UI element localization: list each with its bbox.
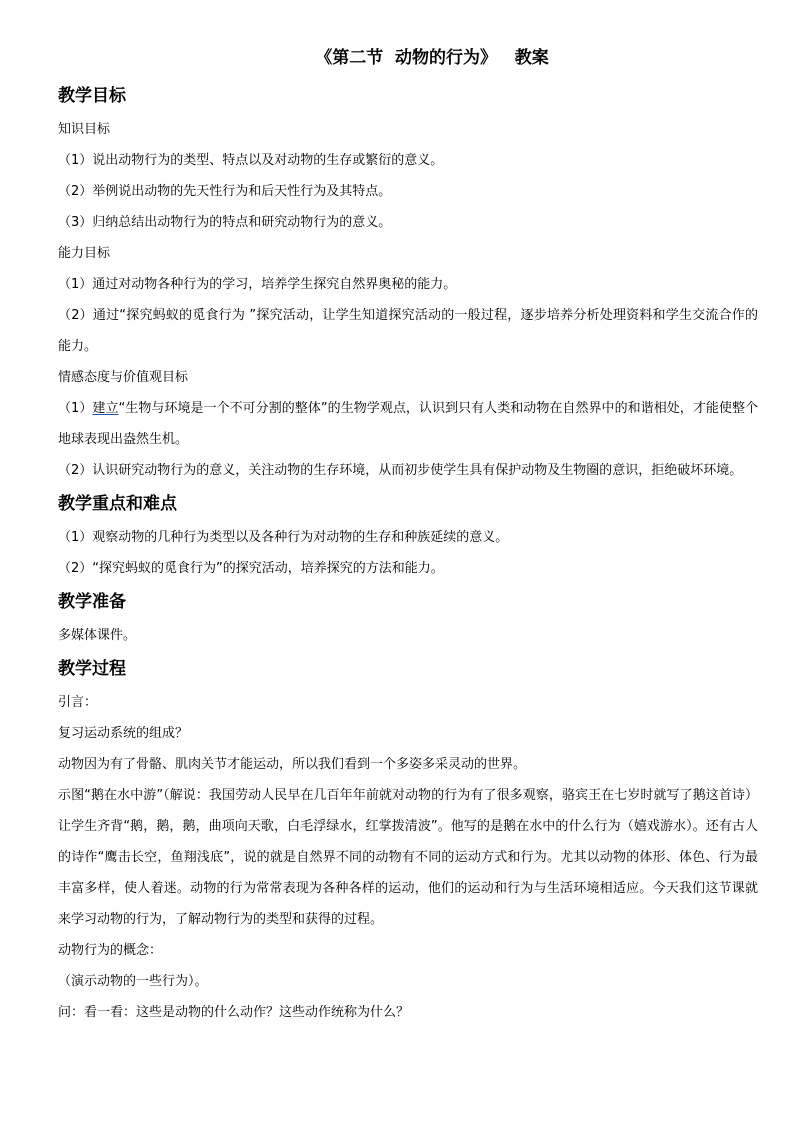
review-question: 复习运动系统的组成？	[58, 726, 189, 741]
question-text: 问：看一看：这些是动物的什么动作？这些动作统称为什么？	[58, 1005, 410, 1020]
emotion-item-1	[58, 393, 758, 455]
document-title: 《第二节 动物的行为》 教案	[315, 48, 549, 68]
knowledge-item-3: （3）归纳总结出动物行为的特点和研究动物行为的意义。	[58, 215, 392, 230]
knowledge-item-1: （1）说出动物行为的类型、特点以及对动物的生存或繁衍的意义。	[58, 153, 444, 168]
heading-teaching-goals: 教学目标	[58, 86, 126, 106]
process-paragraph-1: 动物因为有了骨骼、肌肉关节才能运动，所以我们看到一个多姿多采灵动的世界。	[58, 757, 527, 772]
concept-label: 动物行为的概念：	[58, 943, 163, 958]
label-ability-goals: 能力目标	[58, 246, 111, 261]
process-paragraph-2: 示图“鹅在水中游”（解说：我国劳动人民早在几百年年前就对动物的行为有了很多观察，骆宾王在七岁时就写了鹅这首诗）让学生齐背“鹅，鹅，鹅，曲项向天歌，白毛浮绿水，红掌拨清波”。他写的是鹅在水中的什么行为（嬉戏游水）。还有古人的诗作“鹰击长空，鱼翔浅底”，说的就是自然界不同的动物有不同的运动方式和行为。尤其以动物的体形、体色、行为最丰富多样，使人着迷。动物的行为常常表现为各种各样的运动，他们的运动和行为与生活环境相适应。今天我们这节课就来学习动物的行为，了解动物行为的类型和获得的过程。	[58, 788, 758, 927]
demo-text: （演示动物的一些行为）。	[58, 974, 208, 989]
heading-preparation: 教学准备	[58, 592, 126, 612]
intro-label: 引言：	[58, 695, 98, 710]
emotion-item-2: （2）认识研究动物行为的意义，关注动物的生存环境，从而初步使学生具有保护动物及生物圈的意识，拒绝破坏环境。	[58, 463, 743, 478]
emotion-item-1-underlined: 建立	[92, 401, 119, 416]
label-emotion-goals: 情感态度与价值观目标	[58, 370, 189, 385]
emotion-item-1-prefix: （1）	[58, 401, 93, 416]
knowledge-item-2: （2）举例说出动物的先天性行为和后天性行为及其特点。	[58, 184, 392, 199]
label-knowledge-goals: 知识目标	[58, 122, 111, 137]
ability-item-2: （2）通过“探究蚂蚁的觅食行为 ”探究活动，让学生知道探究活动的一般过程，逐步培养分析处理资料和学生交流合作的能力。	[58, 308, 758, 354]
ability-item-1: （1）通过对动物各种行为的学习，培养学生探究自然界奥秘的能力。	[58, 277, 457, 292]
preparation-text: 多媒体课件。	[58, 628, 137, 643]
emotion-item-1-rest: “生物与环境是一个不可分割的整体”的生物学观点，认识到只有人类和动物在自然界中的和谐相处，才能使整个地球表现出盎然生机。	[58, 401, 758, 447]
heading-teaching-process: 教学过程	[58, 659, 126, 679]
key-point-1: （1）观察动物的几种行为类型以及各种行为对动物的生存和种族延续的意义。	[58, 530, 509, 545]
key-point-2: （2）“探究蚂蚁的觅食行为”的探究活动，培养探究的方法和能力。	[58, 561, 444, 576]
document-page	[58, 38, 758, 1028]
heading-key-points: 教学重点和难点	[58, 494, 177, 514]
